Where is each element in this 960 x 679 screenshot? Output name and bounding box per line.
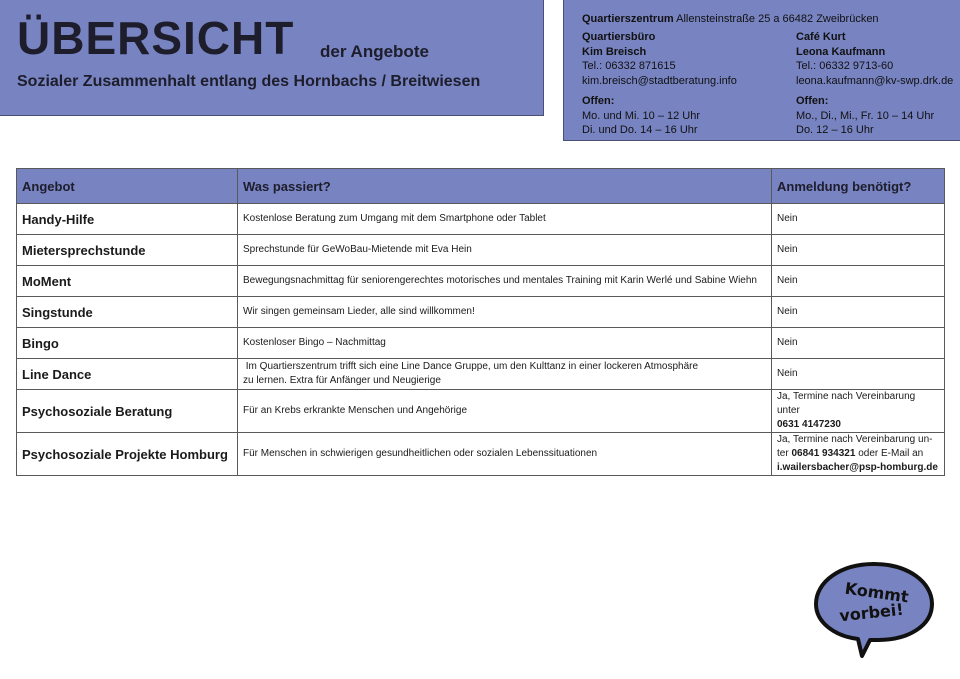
offer-registration: Nein (772, 266, 945, 297)
description-line: Im Quartierszentrum trifft sich eine Line Dance Gruppe, um den Kulttanz in einer lockeren Atmosphäre (243, 361, 699, 372)
offer-description: Für an Krebs erkrankte Menschen und Angehörige (238, 390, 772, 433)
table-row (17, 433, 945, 476)
registration-line: Ja, Termine nach Vereinbarung un- (777, 434, 933, 445)
registration-line: ter 06841 934321 oder E-Mail an (777, 448, 924, 459)
table-row (17, 266, 945, 297)
page-subtitle: der Angebote (320, 42, 429, 61)
contact-quartiersbuero (582, 30, 737, 138)
offer-registration (772, 433, 945, 476)
hours-label: Offen: (582, 95, 615, 107)
column-header-offer: Angebot (17, 169, 238, 204)
offer-name: Handy-Hilfe (17, 204, 238, 235)
bubble-line-1: Kommt (843, 578, 910, 607)
offer-name: Psychosoziale Beratung (17, 390, 238, 433)
hours-label: Offen: (796, 95, 829, 107)
page-title: ÜBERSICHT (17, 12, 295, 64)
address-text: Allensteinstraße 25 a 66482 Zweibrücken (676, 13, 879, 25)
registration-phone: 0631 4147230 (777, 419, 841, 430)
registration-email[interactable]: i.wailersbacher@psp-homburg.de (777, 462, 938, 473)
contact-box (563, 0, 960, 141)
speech-bubble-icon (812, 560, 936, 660)
offer-name: Line Dance (17, 359, 238, 390)
table-row (17, 328, 945, 359)
offer-registration (772, 390, 945, 433)
contact-phone: Tel.: 06332 9713-60 (796, 60, 894, 72)
registration-phone: 06841 934321 (791, 448, 856, 459)
offer-registration: Nein (772, 235, 945, 266)
table-row (17, 235, 945, 266)
offer-name: Singstunde (17, 297, 238, 328)
contact-phone: Tel.: 06332 871615 (582, 60, 676, 72)
table-row (17, 297, 945, 328)
offer-description: Sprechstunde für GeWoBau-Mietende mit Eva Hein (238, 235, 772, 266)
speech-bubble-badge (812, 560, 936, 660)
offer-description: Wir singen gemeinsam Lieder, alle sind willkommen! (238, 297, 772, 328)
table-header-row (17, 169, 945, 204)
offer-name: Bingo (17, 328, 238, 359)
offer-registration: Nein (772, 204, 945, 235)
table-row (17, 359, 945, 390)
page-tagline: Sozialer Zusammenhalt entlang des Hornbachs / Breitwiesen (17, 73, 481, 90)
offer-description: Kostenloser Bingo – Nachmittag (238, 328, 772, 359)
description-line: zu lernen. Extra für Anfänger und Neugierige (243, 375, 441, 386)
offer-registration: Nein (772, 359, 945, 390)
offer-registration: Nein (772, 328, 945, 359)
hours-line: Mo., Di., Mi., Fr. 10 – 14 Uhr (796, 109, 935, 122)
offer-description: Bewegungsnachmittag für seniorengerechtes motorisches und mentales Training mit Karin Werlé und Sabine Wiehn (238, 266, 772, 297)
column-header-registration: Anmeldung benötigt? (772, 169, 945, 204)
contact-person: Leona Kaufmann (796, 45, 886, 58)
bubble-line-2: vorbei! (838, 599, 905, 626)
offers-table (16, 168, 945, 476)
offer-description: Kostenlose Beratung zum Umgang mit dem Smartphone oder Tablet (238, 204, 772, 235)
hours-line: Do. 12 – 16 Uhr (796, 124, 874, 136)
hours-line: Mo. und Mi. 10 – 12 Uhr (582, 109, 701, 122)
hours-line: Di. und Do. 14 – 16 Uhr (582, 124, 698, 136)
table-row (17, 204, 945, 235)
table-row (17, 390, 945, 433)
contact-heading: Quartiersbüro (582, 31, 656, 43)
contact-email[interactable]: leona.kaufmann@kv-swp.drk.de (796, 74, 954, 87)
venue-name: Quartierszentrum (582, 13, 674, 25)
contact-email[interactable]: kim.breisch@stadtberatung.info (582, 74, 737, 87)
registration-line: Ja, Termine nach Vereinbarung unter (777, 391, 916, 416)
contact-cafe-kurt (796, 30, 953, 138)
offer-registration: Nein (772, 297, 945, 328)
offer-name: Psychosoziale Projekte Homburg (17, 433, 238, 476)
offer-description: Für Menschen in schwierigen gesundheitlichen oder sozialen Lebenssituationen (238, 433, 772, 476)
column-header-description: Was passiert? (238, 169, 772, 204)
venue-address (582, 12, 879, 27)
offer-name: Mietersprechstunde (17, 235, 238, 266)
offer-name: MoMent (17, 266, 238, 297)
contact-person: Kim Breisch (582, 45, 647, 58)
contact-heading: Café Kurt (796, 31, 846, 43)
offer-description (238, 359, 772, 390)
title-banner (0, 0, 544, 116)
